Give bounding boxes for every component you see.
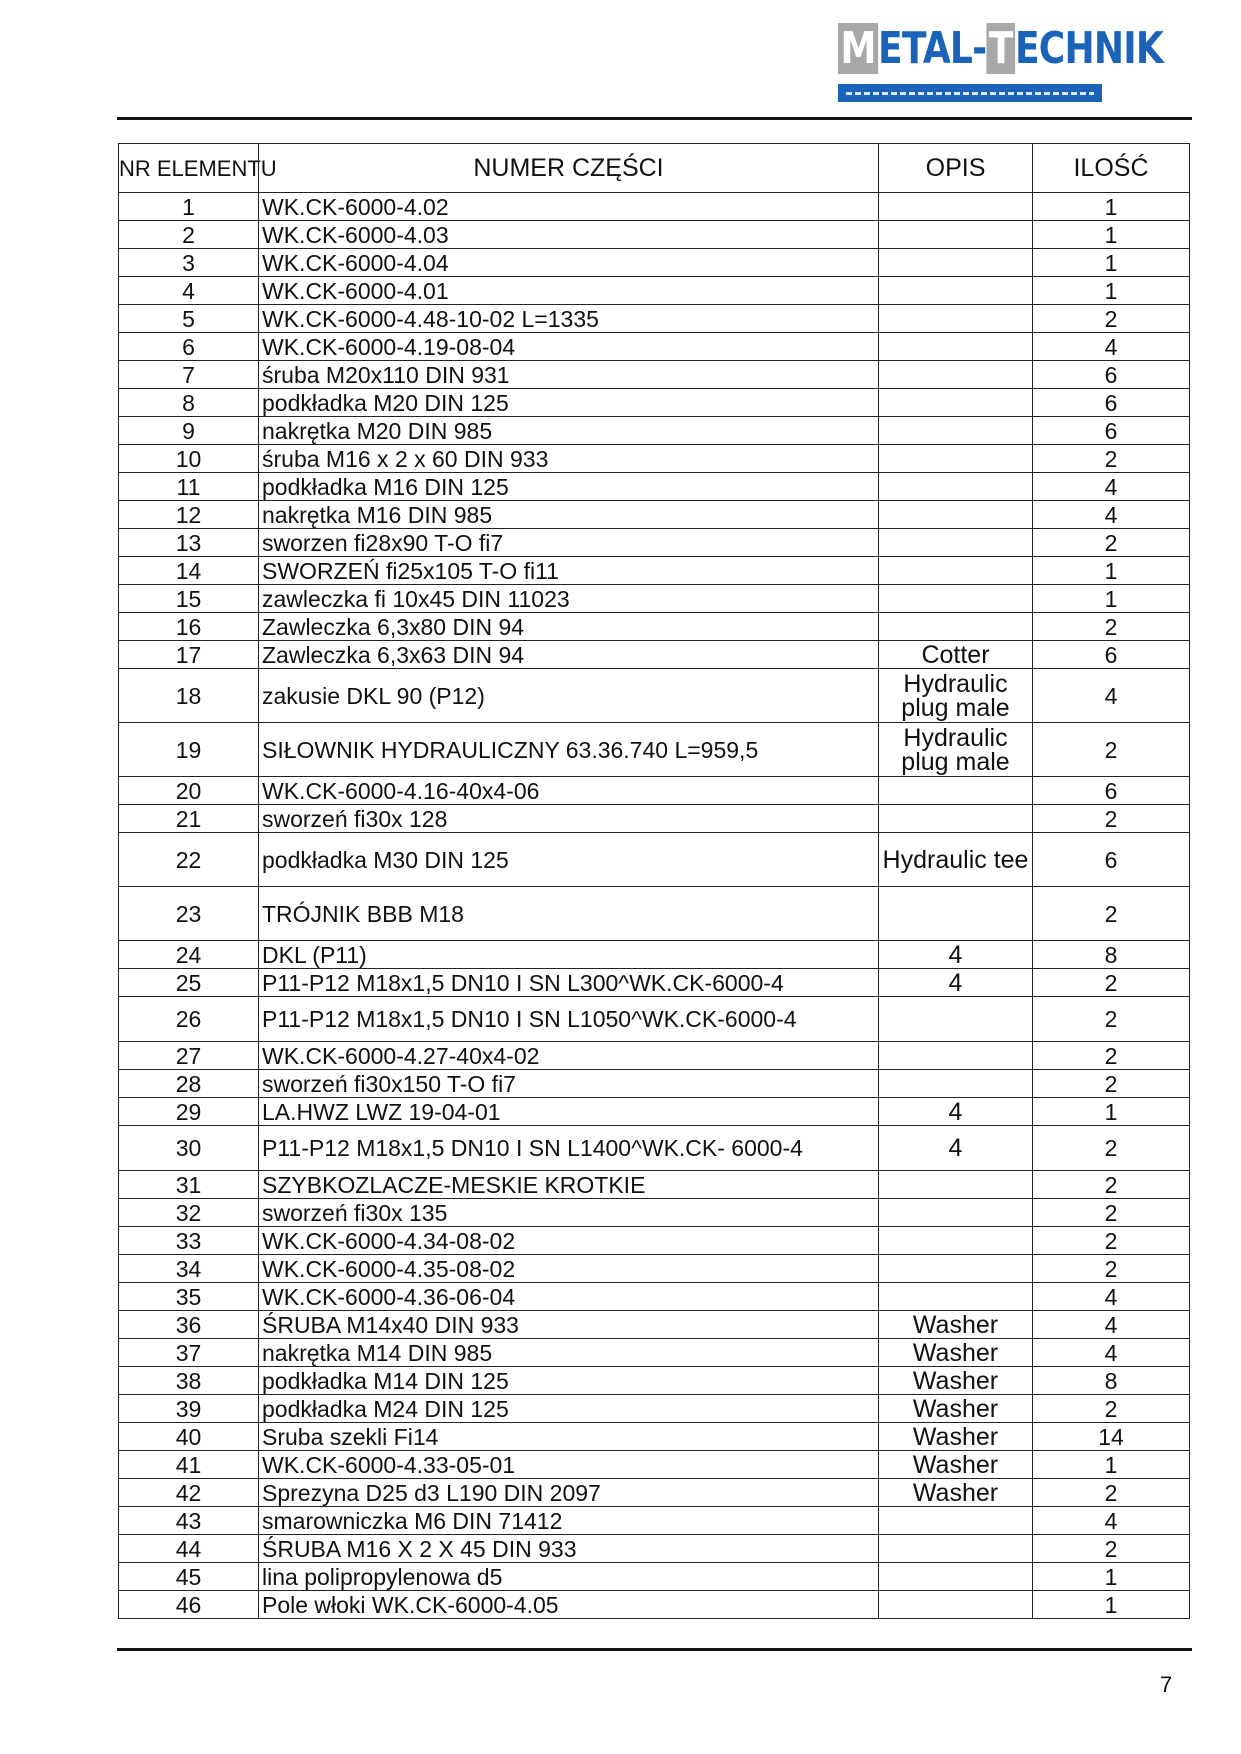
description-cell: 4	[879, 1126, 1033, 1171]
parts-list-table	[118, 143, 1190, 1619]
quantity-cell: 6	[1033, 777, 1190, 805]
quantity-cell: 6	[1033, 389, 1190, 417]
row-number-cell: 30	[119, 1126, 259, 1171]
row-number-cell: 34	[119, 1255, 259, 1283]
description-cell: Hydraulic tee	[879, 833, 1033, 887]
row-number-cell: 37	[119, 1339, 259, 1367]
row-number-cell: 36	[119, 1311, 259, 1339]
row-number-cell: 46	[119, 1591, 259, 1619]
quantity-cell: 6	[1033, 641, 1190, 669]
part-number-cell: sworzeń fi30x 135	[259, 1199, 879, 1227]
description-cell	[879, 1591, 1033, 1619]
description-cell	[879, 1535, 1033, 1563]
table-row	[119, 1126, 1190, 1171]
part-number-cell: nakrętka M20 DIN 985	[259, 417, 879, 445]
row-number-cell: 31	[119, 1171, 259, 1199]
table-row	[119, 777, 1190, 805]
table-row	[119, 613, 1190, 641]
quantity-cell: 4	[1033, 501, 1190, 529]
part-number-cell: SIŁOWNIK HYDRAULICZNY 63.36.740 L=959,5	[259, 723, 879, 777]
table-row	[119, 723, 1190, 777]
row-number-cell: 18	[119, 669, 259, 723]
table-row	[119, 557, 1190, 585]
description-cell	[879, 529, 1033, 557]
quantity-cell: 2	[1033, 1126, 1190, 1171]
table-row	[119, 1199, 1190, 1227]
table-row	[119, 1395, 1190, 1423]
quantity-cell: 4	[1033, 1507, 1190, 1535]
description-cell	[879, 221, 1033, 249]
quantity-cell: 6	[1033, 361, 1190, 389]
quantity-cell: 2	[1033, 1042, 1190, 1070]
row-number-cell: 8	[119, 389, 259, 417]
description-cell	[879, 1171, 1033, 1199]
part-number-cell: zawleczka fi 10x45 DIN 11023	[259, 585, 879, 613]
description-cell	[879, 193, 1033, 221]
part-number-cell: śruba M16 x 2 x 60 DIN 933	[259, 445, 879, 473]
part-number-cell: smarowniczka M6 DIN 71412	[259, 1507, 879, 1535]
quantity-cell: 2	[1033, 305, 1190, 333]
quantity-cell: 6	[1033, 833, 1190, 887]
quantity-cell: 4	[1033, 1283, 1190, 1311]
row-number-cell: 22	[119, 833, 259, 887]
description-cell: Hydraulic plug male	[879, 723, 1033, 777]
table-row	[119, 1070, 1190, 1098]
description-cell	[879, 1283, 1033, 1311]
part-number-cell: nakrętka M16 DIN 985	[259, 501, 879, 529]
description-cell	[879, 417, 1033, 445]
row-number-cell: 40	[119, 1423, 259, 1451]
part-number-cell: WK.CK-6000-4.27-40x4-02	[259, 1042, 879, 1070]
header-part-number: NUMER CZĘŚCI	[259, 144, 879, 193]
table-row	[119, 641, 1190, 669]
description-cell	[879, 501, 1033, 529]
part-number-cell: WK.CK-6000-4.04	[259, 249, 879, 277]
table-row	[119, 333, 1190, 361]
row-number-cell: 5	[119, 305, 259, 333]
header-nr: NR ELEMENTU	[119, 144, 259, 193]
quantity-cell: 1	[1033, 585, 1190, 613]
row-number-cell: 45	[119, 1563, 259, 1591]
part-number-cell: DKL (P11)	[259, 941, 879, 969]
quantity-cell: 2	[1033, 445, 1190, 473]
table-row	[119, 941, 1190, 969]
row-number-cell: 12	[119, 501, 259, 529]
part-number-cell: WK.CK-6000-4.35-08-02	[259, 1255, 879, 1283]
description-cell: Washer	[879, 1339, 1033, 1367]
part-number-cell: lina polipropylenowa d5	[259, 1563, 879, 1591]
table-row	[119, 389, 1190, 417]
quantity-cell: 4	[1033, 333, 1190, 361]
part-number-cell: śruba M20x110 DIN 931	[259, 361, 879, 389]
table-row	[119, 833, 1190, 887]
row-number-cell: 35	[119, 1283, 259, 1311]
quantity-cell: 14	[1033, 1423, 1190, 1451]
header-rule	[117, 117, 1192, 120]
quantity-cell: 2	[1033, 887, 1190, 941]
quantity-cell: 1	[1033, 557, 1190, 585]
part-number-cell: sworzen fi28x90 T-O fi7	[259, 529, 879, 557]
part-number-cell: WK.CK-6000-4.01	[259, 277, 879, 305]
table-row	[119, 1283, 1190, 1311]
description-cell	[879, 585, 1033, 613]
quantity-cell: 1	[1033, 221, 1190, 249]
row-number-cell: 16	[119, 613, 259, 641]
page-number: 7	[1160, 1672, 1173, 1697]
row-number-cell: 23	[119, 887, 259, 941]
quantity-cell: 1	[1033, 249, 1190, 277]
row-number-cell: 26	[119, 997, 259, 1042]
table-row	[119, 277, 1190, 305]
quantity-cell: 8	[1033, 941, 1190, 969]
part-number-cell: ŚRUBA M16 X 2 X 45 DIN 933	[259, 1535, 879, 1563]
table-row	[119, 887, 1190, 941]
quantity-cell: 8	[1033, 1367, 1190, 1395]
part-number-cell: WK.CK-6000-4.03	[259, 221, 879, 249]
quantity-cell: 2	[1033, 1479, 1190, 1507]
table-row	[119, 1563, 1190, 1591]
logo-wordmark: METAL-TECHNIK	[838, 20, 1163, 78]
description-cell: Washer	[879, 1451, 1033, 1479]
row-number-cell: 2	[119, 221, 259, 249]
footer-rule	[117, 1648, 1192, 1651]
row-number-cell: 17	[119, 641, 259, 669]
part-number-cell: P11-P12 M18x1,5 DN10 I SN L1050^WK.CK-6000-4	[259, 997, 879, 1042]
row-number-cell: 25	[119, 969, 259, 997]
part-number-cell: podkładka M24 DIN 125	[259, 1395, 879, 1423]
description-cell	[879, 305, 1033, 333]
table-row	[119, 445, 1190, 473]
part-number-cell: sworzeń fi30x 128	[259, 805, 879, 833]
description-cell: Washer	[879, 1423, 1033, 1451]
table-row	[119, 361, 1190, 389]
description-cell	[879, 777, 1033, 805]
table-row	[119, 473, 1190, 501]
description-cell	[879, 1042, 1033, 1070]
part-number-cell: WK.CK-6000-4.02	[259, 193, 879, 221]
logo-tagline-bar	[838, 84, 1102, 102]
table-row	[119, 417, 1190, 445]
table-row	[119, 1507, 1190, 1535]
description-cell	[879, 557, 1033, 585]
row-number-cell: 32	[119, 1199, 259, 1227]
table-row	[119, 669, 1190, 723]
table-row	[119, 1098, 1190, 1126]
quantity-cell: 2	[1033, 723, 1190, 777]
row-number-cell: 1	[119, 193, 259, 221]
description-cell	[879, 997, 1033, 1042]
part-number-cell: WK.CK-6000-4.48-10-02 L=1335	[259, 305, 879, 333]
row-number-cell: 39	[119, 1395, 259, 1423]
description-cell: Washer	[879, 1479, 1033, 1507]
quantity-cell: 1	[1033, 1451, 1190, 1479]
quantity-cell: 1	[1033, 1563, 1190, 1591]
quantity-cell: 1	[1033, 193, 1190, 221]
quantity-cell: 2	[1033, 997, 1190, 1042]
row-number-cell: 6	[119, 333, 259, 361]
part-number-cell: Sruba szekli Fi14	[259, 1423, 879, 1451]
description-cell: 4	[879, 941, 1033, 969]
description-cell	[879, 613, 1033, 641]
table-row	[119, 1591, 1190, 1619]
row-number-cell: 29	[119, 1098, 259, 1126]
row-number-cell: 11	[119, 473, 259, 501]
description-cell	[879, 1255, 1033, 1283]
part-number-cell: LA.HWZ LWZ 19-04-01	[259, 1098, 879, 1126]
description-cell: Hydraulic plug male	[879, 669, 1033, 723]
quantity-cell: 2	[1033, 529, 1190, 557]
table-row	[119, 305, 1190, 333]
header-description: OPIS	[879, 144, 1033, 193]
row-number-cell: 9	[119, 417, 259, 445]
part-number-cell: SZYBKOZLACZE-MESKIE KROTKIE	[259, 1171, 879, 1199]
table-row	[119, 1227, 1190, 1255]
row-number-cell: 41	[119, 1451, 259, 1479]
quantity-cell: 2	[1033, 1199, 1190, 1227]
part-number-cell: WK.CK-6000-4.19-08-04	[259, 333, 879, 361]
quantity-cell: 4	[1033, 1339, 1190, 1367]
description-cell	[879, 1199, 1033, 1227]
description-cell	[879, 1563, 1033, 1591]
part-number-cell: podkładka M16 DIN 125	[259, 473, 879, 501]
description-cell	[879, 1227, 1033, 1255]
table-row	[119, 221, 1190, 249]
quantity-cell: 2	[1033, 613, 1190, 641]
description-cell	[879, 887, 1033, 941]
row-number-cell: 44	[119, 1535, 259, 1563]
table-row	[119, 1367, 1190, 1395]
table-row	[119, 1479, 1190, 1507]
quantity-cell: 2	[1033, 1227, 1190, 1255]
row-number-cell: 21	[119, 805, 259, 833]
part-number-cell: Sprezyna D25 d3 L190 DIN 2097	[259, 1479, 879, 1507]
table-row	[119, 501, 1190, 529]
quantity-cell: 1	[1033, 1591, 1190, 1619]
part-number-cell: WK.CK-6000-4.36-06-04	[259, 1283, 879, 1311]
row-number-cell: 42	[119, 1479, 259, 1507]
description-cell	[879, 1070, 1033, 1098]
part-number-cell: sworzeń fi30x150 T-O fi7	[259, 1070, 879, 1098]
table-header-row	[119, 144, 1190, 193]
part-number-cell: WK.CK-6000-4.33-05-01	[259, 1451, 879, 1479]
row-number-cell: 20	[119, 777, 259, 805]
row-number-cell: 10	[119, 445, 259, 473]
header-quantity: ILOŚĆ	[1033, 144, 1190, 193]
table-row	[119, 1339, 1190, 1367]
description-cell: 4	[879, 969, 1033, 997]
row-number-cell: 28	[119, 1070, 259, 1098]
part-number-cell: SWORZEŃ fi25x105 T-O fi11	[259, 557, 879, 585]
row-number-cell: 24	[119, 941, 259, 969]
table-row	[119, 1451, 1190, 1479]
description-cell: Washer	[879, 1395, 1033, 1423]
table-row	[119, 193, 1190, 221]
description-cell	[879, 473, 1033, 501]
description-cell	[879, 361, 1033, 389]
quantity-cell: 4	[1033, 669, 1190, 723]
table-row	[119, 1042, 1190, 1070]
table-row	[119, 1535, 1190, 1563]
quantity-cell: 1	[1033, 1098, 1190, 1126]
part-number-cell: Pole włoki WK.CK-6000-4.05	[259, 1591, 879, 1619]
quantity-cell: 2	[1033, 1535, 1190, 1563]
description-cell: Washer	[879, 1367, 1033, 1395]
row-number-cell: 19	[119, 723, 259, 777]
table-row	[119, 1311, 1190, 1339]
table-row	[119, 529, 1190, 557]
quantity-cell: 4	[1033, 473, 1190, 501]
part-number-cell: Zawleczka 6,3x63 DIN 94	[259, 641, 879, 669]
part-number-cell: podkładka M14 DIN 125	[259, 1367, 879, 1395]
part-number-cell: Zawleczka 6,3x80 DIN 94	[259, 613, 879, 641]
description-cell: Cotter	[879, 641, 1033, 669]
quantity-cell: 2	[1033, 1171, 1190, 1199]
part-number-cell: ŚRUBA M14x40 DIN 933	[259, 1311, 879, 1339]
quantity-cell: 2	[1033, 1070, 1190, 1098]
row-number-cell: 14	[119, 557, 259, 585]
quantity-cell: 2	[1033, 805, 1190, 833]
row-number-cell: 7	[119, 361, 259, 389]
quantity-cell: 6	[1033, 417, 1190, 445]
quantity-cell: 1	[1033, 277, 1190, 305]
quantity-cell: 4	[1033, 1311, 1190, 1339]
table-row	[119, 805, 1190, 833]
quantity-cell: 2	[1033, 1255, 1190, 1283]
description-cell	[879, 277, 1033, 305]
row-number-cell: 4	[119, 277, 259, 305]
metal-technik-logo	[838, 20, 1163, 104]
table-row	[119, 1423, 1190, 1451]
part-number-cell: WK.CK-6000-4.16-40x4-06	[259, 777, 879, 805]
part-number-cell: P11-P12 M18x1,5 DN10 I SN L300^WK.CK-6000-4	[259, 969, 879, 997]
row-number-cell: 43	[119, 1507, 259, 1535]
description-cell	[879, 389, 1033, 417]
table-row	[119, 969, 1190, 997]
part-number-cell: P11-P12 M18x1,5 DN10 I SN L1400^WK.CK- 6000-4	[259, 1126, 879, 1171]
table-row	[119, 997, 1190, 1042]
row-number-cell: 33	[119, 1227, 259, 1255]
description-cell: 4	[879, 1098, 1033, 1126]
table-row	[119, 249, 1190, 277]
quantity-cell: 2	[1033, 1395, 1190, 1423]
part-number-cell: TRÓJNIK BBB M18	[259, 887, 879, 941]
quantity-cell: 2	[1033, 969, 1190, 997]
description-cell	[879, 445, 1033, 473]
row-number-cell: 13	[119, 529, 259, 557]
table-row	[119, 1171, 1190, 1199]
description-cell	[879, 333, 1033, 361]
description-cell: Washer	[879, 1311, 1033, 1339]
part-number-cell: zakusie DKL 90 (P12)	[259, 669, 879, 723]
description-cell	[879, 249, 1033, 277]
row-number-cell: 15	[119, 585, 259, 613]
row-number-cell: 27	[119, 1042, 259, 1070]
row-number-cell: 3	[119, 249, 259, 277]
part-number-cell: WK.CK-6000-4.34-08-02	[259, 1227, 879, 1255]
part-number-cell: podkładka M30 DIN 125	[259, 833, 879, 887]
description-cell	[879, 1507, 1033, 1535]
part-number-cell: nakrętka M14 DIN 985	[259, 1339, 879, 1367]
table-row	[119, 585, 1190, 613]
description-cell	[879, 805, 1033, 833]
row-number-cell: 38	[119, 1367, 259, 1395]
table-row	[119, 1255, 1190, 1283]
part-number-cell: podkładka M20 DIN 125	[259, 389, 879, 417]
